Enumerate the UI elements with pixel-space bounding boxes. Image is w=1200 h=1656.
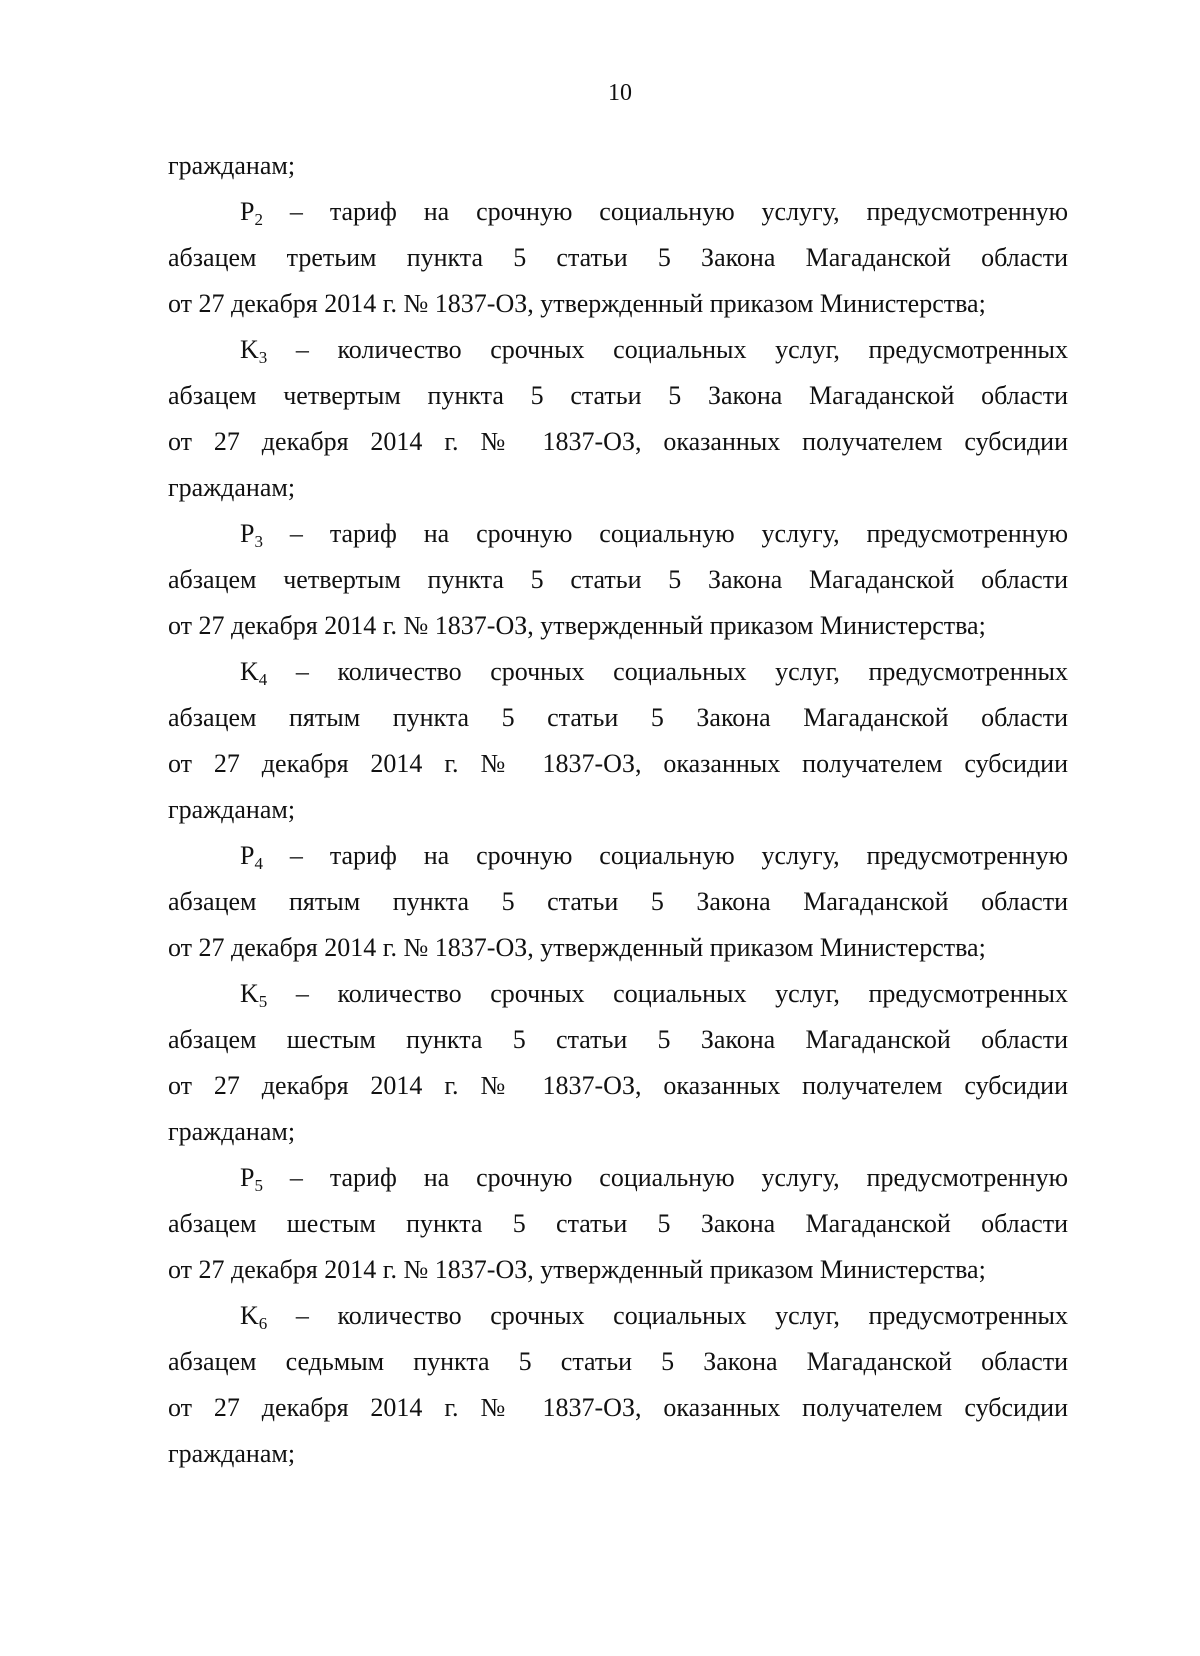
definition-text: – количество срочных социальных услуг, предусмотренных <box>267 335 1068 364</box>
text-line: от 27 декабря 2014 г. № 1837-ОЗ, оказанных получателем субсидии <box>168 1071 1068 1100</box>
formula-symbol: P <box>240 1163 255 1192</box>
definition-text: – тариф на срочную социальную услугу, предусмотренную <box>262 519 1068 548</box>
formula-symbol: K <box>240 1301 259 1330</box>
text-line: абзацем четвертым пункта 5 статьи 5 Закона Магаданской области <box>168 381 1068 410</box>
formula-symbol: K <box>240 335 259 364</box>
text-line: абзацем шестым пункта 5 статьи 5 Закона Магаданской области <box>168 1025 1068 1054</box>
formula-symbol: P <box>240 841 255 870</box>
text-line: от 27 декабря 2014 г. № 1837-ОЗ, оказанных получателем субсидии <box>168 749 1068 778</box>
text-line: от 27 декабря 2014 г. № 1837-ОЗ, утвержденный приказом Министерства; <box>168 611 986 640</box>
text-line: гражданам; <box>168 1117 296 1146</box>
text-line: от 27 декабря 2014 г. № 1837-ОЗ, утвержденный приказом Министерства; <box>168 1255 986 1284</box>
formula-symbol: P <box>240 197 255 226</box>
definition-text: – количество срочных социальных услуг, предусмотренных <box>267 1301 1068 1330</box>
definition-text: – тариф на срочную социальную услугу, предусмотренную <box>262 841 1068 870</box>
formula-subscript: 4 <box>258 670 268 689</box>
text-line: абзацем седьмым пункта 5 статьи 5 Закона Магаданской области <box>168 1347 1068 1376</box>
definition-line <box>240 656 1068 688</box>
formula-subscript: 4 <box>254 854 263 873</box>
formula-subscript: 5 <box>254 1176 263 1195</box>
definition-line <box>240 840 1068 872</box>
definition-line <box>240 196 1068 228</box>
text-line: абзацем пятым пункта 5 статьи 5 Закона Магаданской области <box>168 703 1068 732</box>
formula-symbol: P <box>240 519 255 548</box>
definition-line <box>240 1162 1068 1194</box>
text-line: от 27 декабря 2014 г. № 1837-ОЗ, оказанных получателем субсидии <box>168 427 1068 456</box>
text-line: гражданам; <box>168 795 296 824</box>
definition-line <box>240 978 1068 1010</box>
definition-text: – тариф на срочную социальную услугу, предусмотренную <box>262 197 1068 226</box>
page-number: 10 <box>608 80 632 106</box>
text-line: гражданам; <box>168 473 296 502</box>
text-line: от 27 декабря 2014 г. № 1837-ОЗ, утвержденный приказом Министерства; <box>168 289 986 318</box>
text-line: абзацем четвертым пункта 5 статьи 5 Закона Магаданской области <box>168 565 1068 594</box>
definition-line <box>240 518 1068 550</box>
formula-subscript: 6 <box>258 1314 268 1333</box>
formula-symbol: K <box>240 657 259 686</box>
formula-subscript: 5 <box>258 992 268 1011</box>
definition-text: – количество срочных социальных услуг, предусмотренных <box>267 979 1068 1008</box>
text-line: абзацем третьим пункта 5 статьи 5 Закона Магаданской области <box>168 243 1068 272</box>
text-line: от 27 декабря 2014 г. № 1837-ОЗ, утвержденный приказом Министерства; <box>168 933 986 962</box>
text-line: от 27 декабря 2014 г. № 1837-ОЗ, оказанных получателем субсидии <box>168 1393 1068 1422</box>
formula-subscript: 2 <box>254 210 263 229</box>
definition-text: – количество срочных социальных услуг, предусмотренных <box>267 657 1068 686</box>
formula-subscript: 3 <box>258 348 268 367</box>
formula-symbol: K <box>240 979 259 1008</box>
formula-subscript: 3 <box>254 532 263 551</box>
definition-text: – тариф на срочную социальную услугу, предусмотренную <box>262 1163 1068 1192</box>
definition-line <box>240 334 1068 366</box>
text-line: гражданам; <box>168 1439 296 1468</box>
text-line: гражданам; <box>168 151 296 180</box>
text-line: абзацем пятым пункта 5 статьи 5 Закона Магаданской области <box>168 887 1068 916</box>
definition-line <box>240 1300 1068 1332</box>
text-line: абзацем шестым пункта 5 статьи 5 Закона Магаданской области <box>168 1209 1068 1238</box>
